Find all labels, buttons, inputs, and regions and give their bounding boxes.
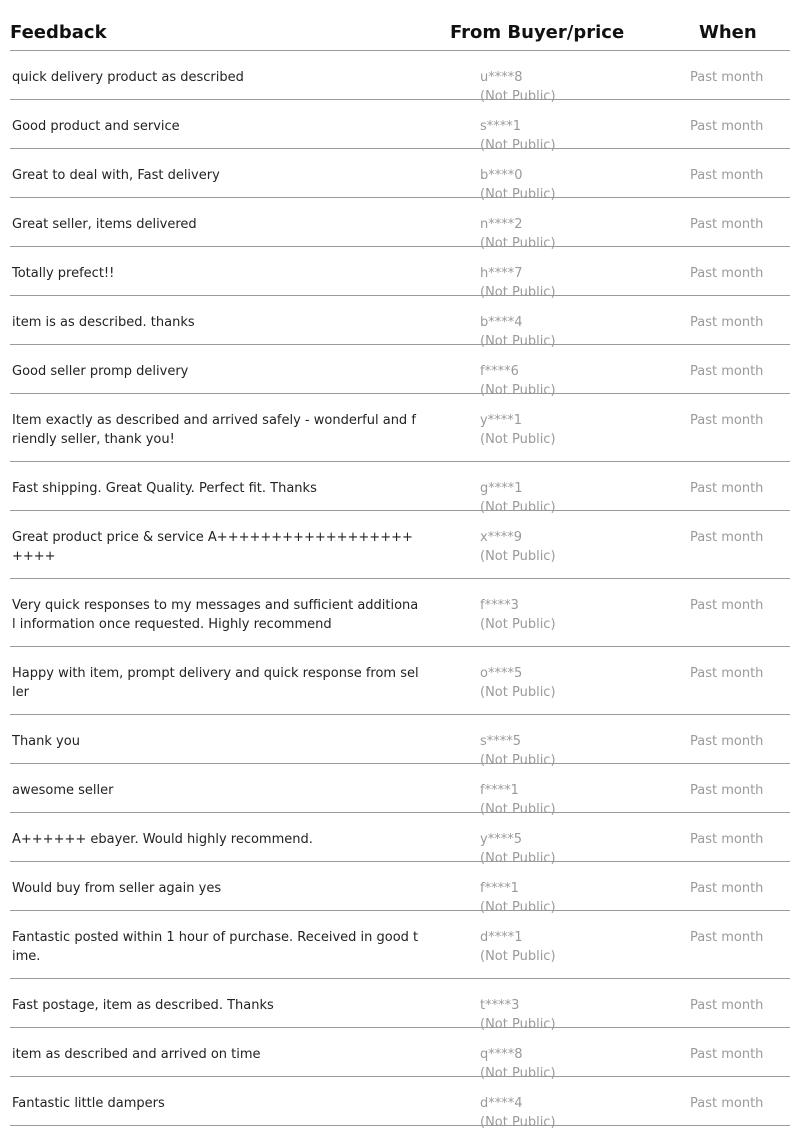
feedback-text: Totally prefect!! [12, 266, 115, 281]
buyer-id: o****5 [480, 666, 523, 681]
table-row [10, 511, 790, 579]
table-row [10, 462, 790, 515]
table-row [10, 296, 790, 349]
when-cell: Past month [690, 666, 764, 681]
table-row [10, 198, 790, 251]
feedback-text: Great seller, items delivered [12, 217, 197, 232]
buyer-visibility: (Not Public) [480, 89, 556, 104]
table-row [10, 394, 790, 462]
buyer-cell [480, 928, 556, 966]
buyer-id: d****1 [480, 930, 523, 945]
feedback-text: quick delivery product as described [12, 70, 244, 85]
table-row [10, 100, 790, 153]
feedback-text: Thank you [12, 734, 80, 749]
buyer-visibility: (Not Public) [480, 236, 556, 251]
buyer-id: s****1 [480, 119, 522, 134]
buyer-id: f****1 [480, 783, 519, 798]
feedback-text: Item exactly as described and arrived safely - wonderful and friendly seller, thank you! [12, 413, 416, 447]
buyer-id: b****4 [480, 315, 523, 330]
feedback-text: Great to deal with, Fast delivery [12, 168, 220, 183]
buyer-id: h****7 [480, 266, 523, 281]
buyer-visibility: (Not Public) [480, 383, 556, 398]
when-cell: Past month [690, 481, 764, 496]
table-row [10, 813, 790, 866]
buyer-visibility: (Not Public) [480, 685, 556, 700]
table-row [10, 345, 790, 398]
buyer-visibility: (Not Public) [480, 187, 556, 202]
when-cell: Past month [690, 70, 764, 85]
when-cell: Past month [690, 832, 764, 847]
feedback-text: Happy with item, prompt delivery and quick response from seller [12, 666, 419, 700]
buyer-id: y****1 [480, 413, 522, 428]
feedback-text: item is as described. thanks [12, 315, 195, 330]
buyer-cell [480, 411, 556, 449]
buyer-id: f****1 [480, 881, 519, 896]
when-cell: Past month [690, 315, 764, 330]
buyer-visibility: (Not Public) [480, 617, 556, 632]
buyer-visibility: (Not Public) [480, 1115, 556, 1130]
feedback-text: Fantastic posted within 1 hour of purchase. Received in good time. [12, 930, 419, 964]
buyer-id: t****3 [480, 998, 520, 1013]
when-cell: Past month [690, 119, 764, 134]
feedback-text: Fantastic little dampers [12, 1096, 165, 1111]
buyer-visibility: (Not Public) [480, 949, 556, 964]
table-row [10, 647, 790, 715]
buyer-id: y****5 [480, 832, 522, 847]
table-row [10, 911, 790, 979]
buyer-visibility: (Not Public) [480, 802, 556, 817]
table-row [10, 149, 790, 202]
when-cell: Past month [690, 998, 764, 1013]
buyer-visibility: (Not Public) [480, 900, 556, 915]
when-cell: Past month [690, 783, 764, 798]
table-row [10, 1077, 790, 1130]
buyer-id: f****6 [480, 364, 519, 379]
buyer-id: n****2 [480, 217, 523, 232]
when-cell: Past month [690, 930, 764, 945]
buyer-id: f****3 [480, 598, 519, 613]
table-row [10, 51, 790, 104]
buyer-id: x****9 [480, 530, 522, 545]
buyer-id: g****1 [480, 481, 523, 496]
buyer-visibility: (Not Public) [480, 138, 556, 153]
buyer-visibility: (Not Public) [480, 1066, 556, 1081]
when-cell: Past month [690, 881, 764, 896]
when-cell: Past month [690, 413, 764, 428]
buyer-visibility: (Not Public) [480, 851, 556, 866]
buyer-cell [480, 596, 556, 634]
feedback-text: A++++++ ebayer. Would highly recommend. [12, 832, 313, 847]
feedback-text: awesome seller [12, 783, 114, 798]
buyer-id: d****4 [480, 1096, 523, 1111]
buyer-id: b****0 [480, 168, 523, 183]
feedback-text: Would buy from seller again yes [12, 881, 222, 896]
table-row [10, 247, 790, 300]
buyer-visibility: (Not Public) [480, 432, 556, 447]
when-cell: Past month [690, 530, 764, 545]
table-row [10, 715, 790, 768]
feedback-text: item as described and arrived on time [12, 1047, 261, 1062]
buyer-cell [480, 664, 556, 702]
when-cell: Past month [690, 734, 764, 749]
when-cell: Past month [690, 1047, 764, 1062]
buyer-cell [480, 1094, 556, 1132]
when-cell: Past month [690, 266, 764, 281]
buyer-visibility: (Not Public) [480, 549, 556, 564]
table-row [10, 979, 790, 1032]
table-row [10, 862, 790, 915]
buyer-visibility: (Not Public) [480, 285, 556, 300]
when-cell: Past month [690, 598, 764, 613]
buyer-visibility: (Not Public) [480, 334, 556, 349]
when-cell: Past month [690, 364, 764, 379]
feedback-text: Great product price & service A++++++++++++++++++++++ [12, 530, 413, 564]
table-header [10, 0, 790, 51]
feedback-text: Fast shipping. Great Quality. Perfect fit. Thanks [12, 481, 317, 496]
header-when: When [699, 22, 757, 43]
when-cell: Past month [690, 1096, 764, 1111]
feedback-rows [10, 51, 790, 1130]
feedback-text: Good product and service [12, 119, 180, 134]
feedback-text: Good seller promp delivery [12, 364, 189, 379]
feedback-text: Fast postage, item as described. Thanks [12, 998, 274, 1013]
buyer-visibility: (Not Public) [480, 1017, 556, 1032]
buyer-id: u****8 [480, 70, 523, 85]
table-row [10, 1028, 790, 1081]
when-cell: Past month [690, 168, 764, 183]
buyer-visibility: (Not Public) [480, 500, 556, 515]
buyer-cell [480, 528, 556, 566]
feedback-text: Very quick responses to my messages and sufficient additional information once requested. Highly recommend [12, 598, 419, 632]
header-buyer-price: From Buyer/price [450, 22, 625, 43]
table-row [10, 579, 790, 647]
buyer-id: s****5 [480, 734, 522, 749]
header-feedback: Feedback [10, 22, 107, 43]
buyer-id: q****8 [480, 1047, 523, 1062]
when-cell: Past month [690, 217, 764, 232]
buyer-visibility: (Not Public) [480, 753, 556, 768]
table-row [10, 764, 790, 817]
